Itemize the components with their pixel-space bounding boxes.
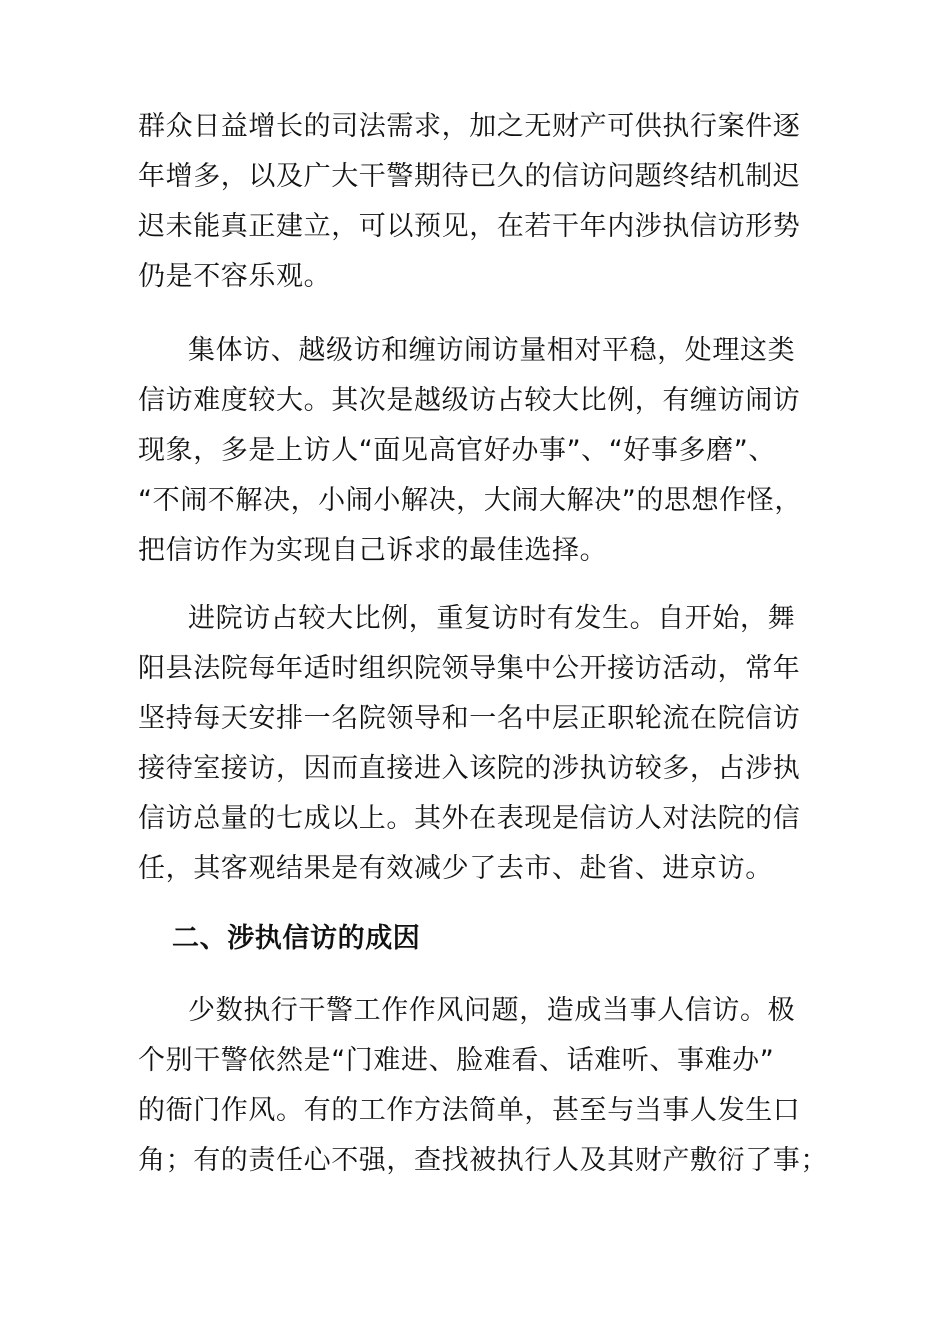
paragraph-2-line-3: 现象，多是上访人“面见高官好办事”、“好事多磨”、 [138,435,776,466]
paragraph-2-line-4: “不闹不解决，小闹小解决，大闹大解决”的思想作怪， [138,485,802,516]
paragraph-2 [138,326,828,576]
paragraph-2-line-1: 集体访、越级访和缠访闹访量相对平稳，处理这类 [188,335,796,366]
paragraph-1-line-2: 年增多，以及广大干警期待已久的信访问题终结机制迟 [138,161,801,192]
paragraph-1-line-3: 迟未能真正建立，可以预见，在若干年内涉执信访形势 [138,211,801,242]
paragraph-4-line-3: 的衙门作风。有的工作方法简单，甚至与当事人发生口 [138,1095,801,1126]
paragraph-4-line-2: 个别干警依然是“门难进、脸难看、话难听、事难办” [138,1045,775,1076]
paragraph-4-line-4: 角；有的责任心不强，查找被执行人及其财产敷衍了事； [138,1145,828,1176]
paragraph-3-line-6: 任，其客观结果是有效减少了去市、赴省、进京访。 [138,853,773,884]
paragraph-3-line-5: 信访总量的七成以上。其外在表现是信访人对法院的信 [138,803,801,834]
paragraph-3-line-3: 坚持每天安排一名院领导和一名中层正职轮流在院信访 [138,703,801,734]
paragraph-3 [138,594,828,894]
paragraph-2-line-5: 把信访作为实现自己诉求的最佳选择。 [138,535,608,566]
paragraph-1-line-1: 群众日益增长的司法需求，加之无财产可供执行案件逐 [138,111,801,142]
paragraph-1 [138,102,828,302]
paragraph-4-line-1: 少数执行干警工作作风问题，造成当事人信访。极 [188,995,796,1026]
paragraph-2-line-2: 信访难度较大。其次是越级访占较大比例，有缠访闹访 [138,385,801,416]
section-heading: 二、涉执信访的成因 [172,923,421,954]
paragraph-1-line-4: 仍是不容乐观。 [138,261,332,292]
paragraph-3-line-4: 接待室接访，因而直接进入该院的涉执访较多，占涉执 [138,753,801,784]
paragraph-3-line-1: 进院访占较大比例，重复访时有发生。自开始，舞 [188,603,796,634]
paragraph-4 [138,986,828,1186]
paragraph-3-line-2: 阳县法院每年适时组织院领导集中公开接访活动，常年 [138,653,801,684]
